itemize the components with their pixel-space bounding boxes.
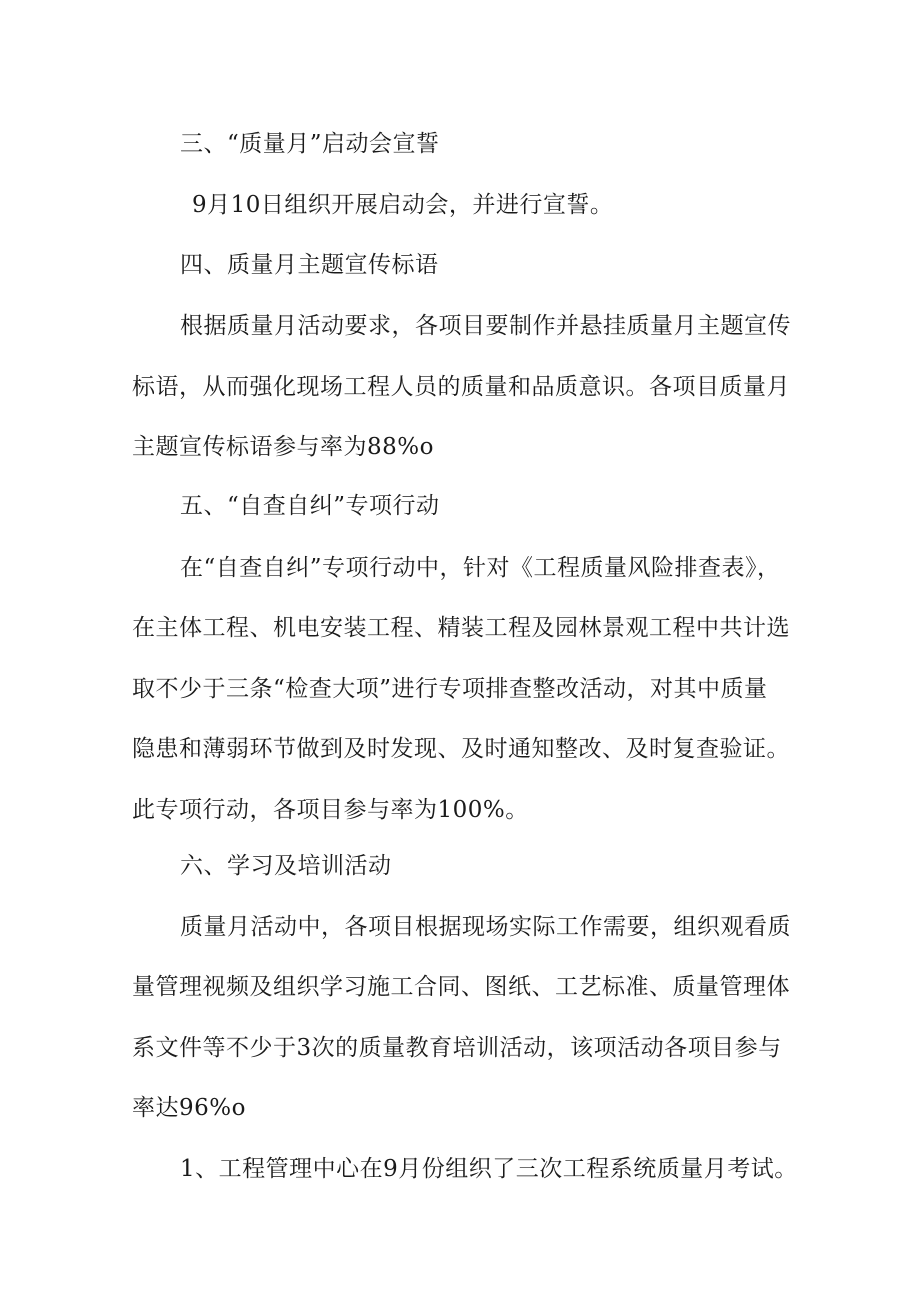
text-line: 根据质量月活动要求，各项目要制作并悬挂质量月主题宣传: [180, 313, 791, 339]
text-line: 三、“质量月”启动会宣誓: [180, 131, 440, 157]
text-line: 取不少于三条“检查大项”进行专项排查整改活动，对其中质量: [132, 676, 768, 702]
text-line: 1、工程管理中心在9月份组织了三次工程系统质量月考试。: [180, 1156, 798, 1182]
text-line: 隐患和薄弱环节做到及时发现、及时通知整改、及时复查验证。: [132, 736, 790, 762]
text-line: 量管理视频及组织学习施工合同、图纸、工艺标准、质量管理体: [132, 974, 790, 1000]
text-line: 在主体工程、机电安装工程、精装工程及园林景观工程中共计选: [132, 615, 790, 641]
text-line: 率达96%o: [132, 1095, 246, 1121]
text-line: 标语，从而强化现场工程人员的质量和品质意识。各项目质量月: [132, 374, 790, 400]
text-line: 质量月活动中，各项目根据现场实际工作需要，组织观看质: [180, 914, 791, 940]
text-line: 六、学习及培训活动: [180, 853, 392, 879]
text-line: 系文件等不少于3次的质量教育培训活动，该项活动各项目参与: [132, 1035, 782, 1061]
text-line: 五、“自查自纠”专项行动: [180, 493, 440, 519]
text-line: 四、质量月主题宣传标语: [180, 252, 439, 278]
text-line: 9月10日组织开展启动会，并进行宣誓。: [192, 192, 614, 218]
text-line: 主题宣传标语参与率为88%o: [132, 434, 434, 460]
text-line: 此专项行动，各项目参与率为100%。: [132, 797, 529, 823]
text-line: 在“自查自纠”专项行动中，针对《工程质量风险排查表》，: [180, 555, 781, 581]
